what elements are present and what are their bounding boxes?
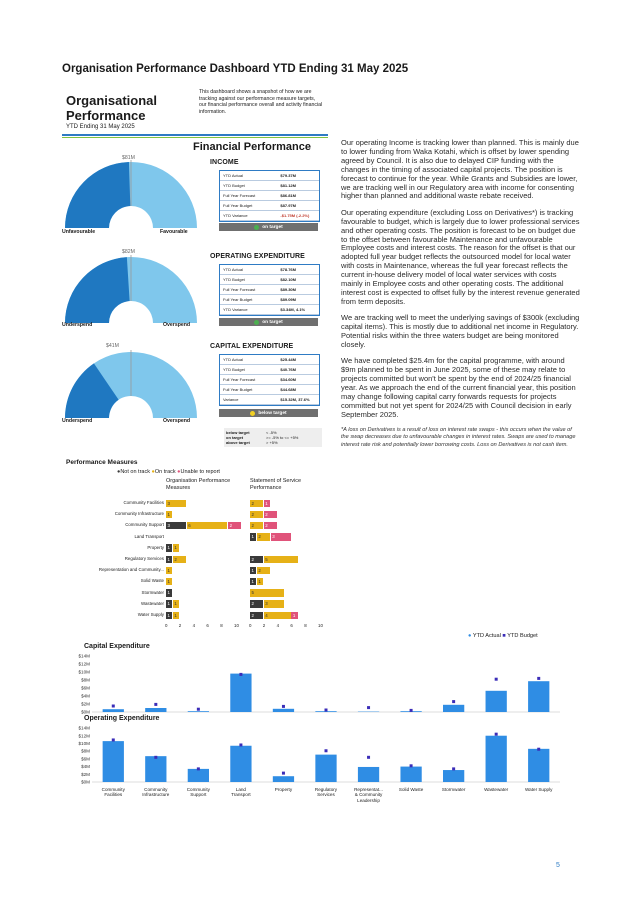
axis-tick-label: 0 (165, 623, 168, 629)
budget-marker (410, 709, 413, 712)
y-tick-label: $0M (81, 779, 90, 785)
measure-bar-segment: 2 (264, 522, 277, 530)
axis-tick-label: 6 (206, 623, 209, 629)
income-gauge (62, 148, 200, 240)
income-title: INCOME (210, 159, 239, 166)
row-label: Full Year Forecast (220, 375, 277, 385)
y-tick-label: $10M (78, 669, 90, 675)
axis-tick-label: 0 (249, 623, 252, 629)
legend-dot-icon: ● (151, 469, 155, 475)
capex-title: CAPITAL EXPENDITURE (210, 343, 294, 350)
row-value: $78.76M (277, 265, 319, 275)
budget-marker (452, 767, 455, 770)
income-status-badge (219, 223, 318, 231)
row-value: $34.60M (277, 375, 319, 385)
budget-marker (239, 743, 242, 746)
measure-bar-segment: 3 (166, 500, 186, 508)
axis-tick-label: 4 (276, 623, 280, 629)
capex-left-label: Underspend (62, 418, 93, 424)
measure-bar-segment: 2 (250, 522, 263, 530)
status-text: below target (258, 410, 287, 416)
budget-marker (112, 705, 115, 708)
budget-marker (154, 703, 157, 706)
actual-bar (103, 741, 124, 782)
measure-bar-segment: 1 (166, 556, 172, 564)
y-tick-label: $4M (81, 764, 90, 770)
commentary-capex: We have completed $25.4m for the capital programme, with around $9m planned to be spent in June 2025, some of these may relate to projects committed but won't be spent by the end of 2024/25 financial year. As we approach the end of the current financial year, this position may change following capital carry forwards requests for projects committed but not yet spent for 2024/25 with Council decision in early September 2025. (341, 356, 576, 419)
y-tick-label: $2M (81, 701, 90, 707)
bottom-chart-legend (468, 633, 538, 639)
y-tick-label: $12M (78, 733, 90, 739)
actual-bar (486, 736, 507, 782)
actual-bar (230, 746, 251, 782)
y-tick-label: $6M (81, 756, 90, 762)
budget-marker (239, 673, 242, 676)
row-label: YTD Budget (220, 275, 277, 285)
dashboard-title: Organisational Performance (66, 93, 158, 123)
measure-bar-segment: 1 (250, 578, 256, 586)
measure-bar-segment: 1 (166, 511, 172, 519)
budget-marker (282, 705, 285, 708)
header-divider-accent (62, 137, 328, 138)
row-value: $86.81M (277, 191, 319, 201)
category-label: Property (274, 787, 293, 792)
status-text: on target (262, 224, 283, 230)
axis-tick-label: 8 (220, 623, 223, 629)
category-label: Stormwater (441, 787, 466, 792)
category-label: Wastewater (484, 787, 509, 792)
measure-bar-segment: 1 (173, 600, 179, 608)
target-legend (224, 428, 322, 447)
budget-marker (537, 677, 540, 680)
row-label: Variance (220, 395, 277, 405)
y-tick-label: $0M (81, 709, 90, 715)
budget-marker (537, 748, 540, 751)
budget-marker (325, 709, 328, 712)
actual-bar (315, 755, 336, 782)
table-row (220, 191, 319, 201)
table-row (220, 285, 319, 295)
actual-bar (443, 770, 464, 782)
row-value: -$1.75M (-2.2%) (277, 211, 319, 221)
measure-bar-segment: 4 (264, 612, 291, 620)
measure-bar-segment: 1 (166, 612, 172, 620)
row-value: $3.34M, 4.1% (277, 305, 319, 315)
measure-bar-segment: 6 (187, 522, 228, 530)
measure-row-label: Representation and Community... (98, 567, 164, 573)
legend-label: YTD Budget (507, 633, 538, 639)
y-tick-label: $2M (81, 771, 90, 777)
actual-bar (528, 749, 549, 782)
legend-label: Not on track (120, 469, 150, 475)
budget-marker (282, 772, 285, 775)
table-row (220, 275, 319, 285)
axis-tick-label: 6 (290, 623, 293, 629)
performance-measures-title: Performance Measures (66, 459, 138, 466)
actual-bar (103, 709, 124, 712)
measure-bar-segment: 2 (250, 511, 263, 519)
measure-bar-segment: 1 (166, 578, 172, 586)
capex-right-label: Overspend (163, 418, 191, 424)
measure-row-label: Water Supply (137, 612, 164, 617)
measure-bar-segment: 1 (250, 567, 256, 575)
measure-bar-segment: 1 (166, 589, 172, 597)
measure-bar-segment: 3 (166, 522, 186, 530)
capex-gauge-value: $41M (106, 343, 119, 349)
table-row (220, 201, 319, 211)
measure-bar-segment: 2 (173, 556, 186, 564)
row-value: $89.30M (277, 285, 319, 295)
y-tick-label: $4M (81, 693, 90, 699)
measure-bar-segment: 2 (250, 556, 263, 564)
capex-status-badge (219, 409, 318, 417)
row-value: $79.37M (277, 171, 319, 181)
measure-row-label: Community Infrastructure (114, 511, 164, 517)
income-table (219, 170, 320, 222)
commentary (341, 139, 580, 456)
y-tick-label: $14M (78, 725, 90, 731)
opex-right-label: Overspend (163, 322, 191, 328)
legend-value: >= -5% to <= +5% (266, 435, 299, 440)
axis-tick-label: 8 (304, 623, 307, 629)
row-label: YTD Actual (220, 265, 277, 275)
actual-bar (188, 769, 209, 782)
opex-title: OPERATING EXPENDITURE (210, 253, 305, 260)
category-label: Solid Waste (398, 787, 424, 792)
row-value: $25.44M (277, 355, 319, 365)
table-row (220, 295, 319, 305)
measure-row-label: Solid Waste (140, 578, 164, 584)
axis-tick-label: 4 (192, 623, 196, 629)
opex-table (219, 264, 320, 316)
measure-bar-segment: 2 (264, 511, 277, 519)
gauge-fill (65, 257, 130, 323)
table-row (220, 375, 319, 385)
measure-bar-segment: 2 (228, 522, 241, 530)
category-axis-labels (62, 787, 562, 817)
row-label: Full Year Budget (220, 201, 277, 211)
axis-tick-label: 10 (318, 623, 323, 629)
legend-value: > +5% (266, 440, 278, 445)
measure-bar-segment: 1 (291, 612, 297, 620)
legend-label: YTD Actual (472, 633, 501, 639)
legend-label: on target (226, 435, 244, 440)
performance-measures-legend (117, 469, 220, 475)
income-left-label: Unfavourable (62, 229, 96, 235)
table-row (220, 385, 319, 395)
budget-marker (367, 706, 370, 709)
row-label: Full Year Budget (220, 385, 277, 395)
row-label: Full Year Forecast (220, 191, 277, 201)
opex-left-label: Underspend (62, 322, 93, 328)
income-gauge-value: $81M (122, 155, 135, 161)
measure-bar-segment: 1 (264, 500, 270, 508)
opex-status-badge (219, 318, 318, 326)
y-tick-label: $10M (78, 741, 90, 747)
legend-label: below target (226, 430, 250, 435)
status-dot-icon (254, 225, 259, 230)
measure-bar-segment: 5 (264, 556, 298, 564)
budget-marker (367, 756, 370, 759)
actual-bar (528, 681, 549, 712)
legend-dot-icon: ● (117, 469, 121, 475)
row-value: $40.76M (277, 365, 319, 375)
table-row (220, 265, 319, 275)
budget-marker (410, 764, 413, 767)
page-title: Organisation Performance Dashboard YTD Ending 31 May 2025 (62, 63, 409, 75)
row-value: $44.68M (277, 385, 319, 395)
legend-label: above target (226, 440, 250, 445)
measure-bar-segment: 1 (166, 567, 172, 575)
row-label: YTD Actual (220, 171, 277, 181)
actual-bar (273, 776, 294, 782)
measure-bar-segment: 2 (250, 600, 263, 608)
measure-bar-segment: 2 (250, 500, 263, 508)
commentary-opex: Our operating expenditure (excluding Loss on Derivatives*) is tracking favourable to budget, which is largely due to lower professional services and other operating costs. The position is forecast to be on budget due to the offset between favourable Maintenance and unfavourable Employee costs and interest costs. The reason for the offset is that our adopted full year budget reflects the outsourced model for local water with costs in Maintenance, whereas the full year forecast reflects the current in-house delivery model of local water services with costs mainly in Employee costs and other operating costs. The additional interest cost is expected to offset fully by the interest revenue generated from term deposits. (341, 207, 580, 306)
row-value: $81.12M (277, 181, 319, 191)
actual-bar (230, 674, 251, 712)
row-value: $89.09M (277, 295, 319, 305)
measure-row-label: Land Transport (134, 533, 164, 539)
table-row (220, 181, 319, 191)
row-label: Full Year Forecast (220, 285, 277, 295)
measure-row-label: Wastewater (140, 600, 164, 606)
category-label: Representat... & Community Leadership (354, 787, 383, 803)
actual-bar (486, 691, 507, 712)
status-text: on target (262, 319, 283, 325)
page-number: 5 (556, 862, 560, 869)
category-label: Community Infrastructure (142, 787, 170, 798)
measure-row-label: Community Support (125, 522, 164, 528)
row-label: Full Year Budget (220, 295, 277, 305)
legend-label: Unable to report (180, 469, 220, 475)
budget-marker (495, 678, 498, 681)
axis-tick-label: 10 (234, 623, 239, 629)
category-label: Community Support (186, 787, 210, 798)
measure-bar-segment: 1 (173, 612, 179, 620)
y-tick-label: $8M (81, 748, 90, 754)
legend-value: < -5% (266, 430, 277, 435)
legend-square-icon: ● (468, 633, 472, 639)
status-dot-icon (254, 320, 259, 325)
table-row (220, 365, 319, 375)
legend-square-icon: ■ (502, 633, 506, 639)
row-label: YTD Variance (220, 305, 277, 315)
capex-gauge (62, 338, 200, 430)
measure-bar-segment: 1 (250, 533, 256, 541)
dashboard-subtitle: YTD Ending 31 May 2025 (66, 124, 135, 130)
measure-bar-segment: 3 (271, 533, 291, 541)
row-value: $87.97M (277, 201, 319, 211)
measure-bar-segment: 2 (250, 612, 263, 620)
row-label: YTD Budget (220, 181, 277, 191)
gauge-fill (65, 162, 130, 228)
budget-marker (154, 756, 157, 759)
budget-marker (325, 749, 328, 752)
dashboard-intro: This dashboard shows a snapshot of how we are tracking against our performance measure targets, our financial performance overall and activity financial information. (199, 89, 323, 115)
y-tick-label: $12M (78, 661, 90, 667)
row-label: YTD Budget (220, 365, 277, 375)
table-row (220, 211, 319, 221)
commentary-income: Our operating Income is tracking lower than planned. This is mainly due to lower funding from Waka Kotahi, which is offset by lower spending agreed by Council. It is also due to delayed CIP funding with the changes in the timing of associated capital projects. The position is forecast to continue for the year. While Grants and Subsidies are lower, we are tracking well in our Regulatory area with income for consenting higher than planned and additional waste rebate received. (341, 138, 579, 201)
opex-bar-chart (62, 724, 562, 786)
opex-chart-title: Operating Expenditure (84, 715, 160, 722)
axis-tick-label: 2 (262, 623, 266, 629)
table-row (220, 355, 319, 365)
budget-marker (197, 767, 200, 770)
actual-bar (188, 711, 209, 712)
capex-table (219, 354, 320, 406)
legend-dot-icon: ● (177, 469, 181, 475)
axis-tick-label: 2 (178, 623, 182, 629)
measure-row-label: Stormwater (141, 589, 164, 595)
measure-bar-segment: 1 (257, 578, 263, 586)
measure-row-label: Property (147, 544, 164, 550)
row-value: $15.32M, 37.6% (277, 395, 319, 405)
category-label: Land Transport (231, 787, 251, 798)
financial-performance-title: Financial Performance (193, 141, 311, 153)
performance-measures-chart (62, 498, 332, 633)
capex-chart-title: Capital Expenditure (84, 643, 150, 650)
row-value: $82.10M (277, 275, 319, 285)
budget-marker (452, 700, 455, 703)
ssp-header: Statement of Service Performance (250, 478, 302, 491)
opex-gauge-value: $82M (122, 249, 135, 255)
category-label: Water Supply (525, 787, 553, 792)
y-tick-label: $14M (78, 653, 90, 659)
category-label: Regulatory Services (314, 787, 338, 798)
row-label: YTD Actual (220, 355, 277, 365)
measure-bar-segment: 1 (173, 544, 179, 552)
header-divider (62, 134, 328, 136)
budget-marker (197, 708, 200, 711)
status-dot-icon (250, 411, 255, 416)
measure-bar-segment: 2 (257, 567, 270, 575)
measure-bar-segment: 2 (257, 533, 270, 541)
commentary-savings: We are tracking well to meet the underlying savings of $300k (excluding capital items). This is mostly due to additional net income in Regulatory. Potential risks within the three waters budget are being monitored closely. (341, 313, 580, 350)
commentary-footnote: *A loss on Derivatives is a result of loss on interest rate swaps - this occurs when the value of the swap decreases due to unfavourable changes in interest rates. Swaps are used to manage interest rate risk and potentially lower borrowing costs. Loss on Derivatives is not cash item. (341, 427, 576, 448)
income-right-label: Favourable (160, 229, 188, 235)
actual-bar (273, 709, 294, 712)
measure-bar-segment: 1 (166, 544, 172, 552)
actual-bar (145, 756, 166, 782)
budget-marker (112, 738, 115, 741)
y-tick-label: $8M (81, 677, 90, 683)
org-measures-header: Organisation Performance Measures (166, 478, 231, 491)
legend-label: On track (154, 469, 176, 475)
budget-marker (495, 733, 498, 736)
y-tick-label: $6M (81, 685, 90, 691)
category-label: Community Facilities (101, 787, 125, 798)
actual-bar (443, 705, 464, 712)
table-row (220, 171, 319, 181)
capex-bar-chart (62, 652, 562, 716)
table-row (220, 305, 319, 315)
measure-bar-segment: 1 (166, 600, 172, 608)
actual-bar (145, 708, 166, 712)
actual-bar (358, 767, 379, 782)
measure-row-label: Community Facilities (123, 500, 164, 505)
actual-bar (400, 767, 421, 782)
measure-row-label: Regulatory Services (124, 556, 164, 561)
table-row (220, 395, 319, 405)
measure-bar-segment: 3 (264, 600, 284, 608)
measure-bar-segment: 5 (250, 589, 284, 597)
row-label: YTD Variance (220, 211, 277, 221)
